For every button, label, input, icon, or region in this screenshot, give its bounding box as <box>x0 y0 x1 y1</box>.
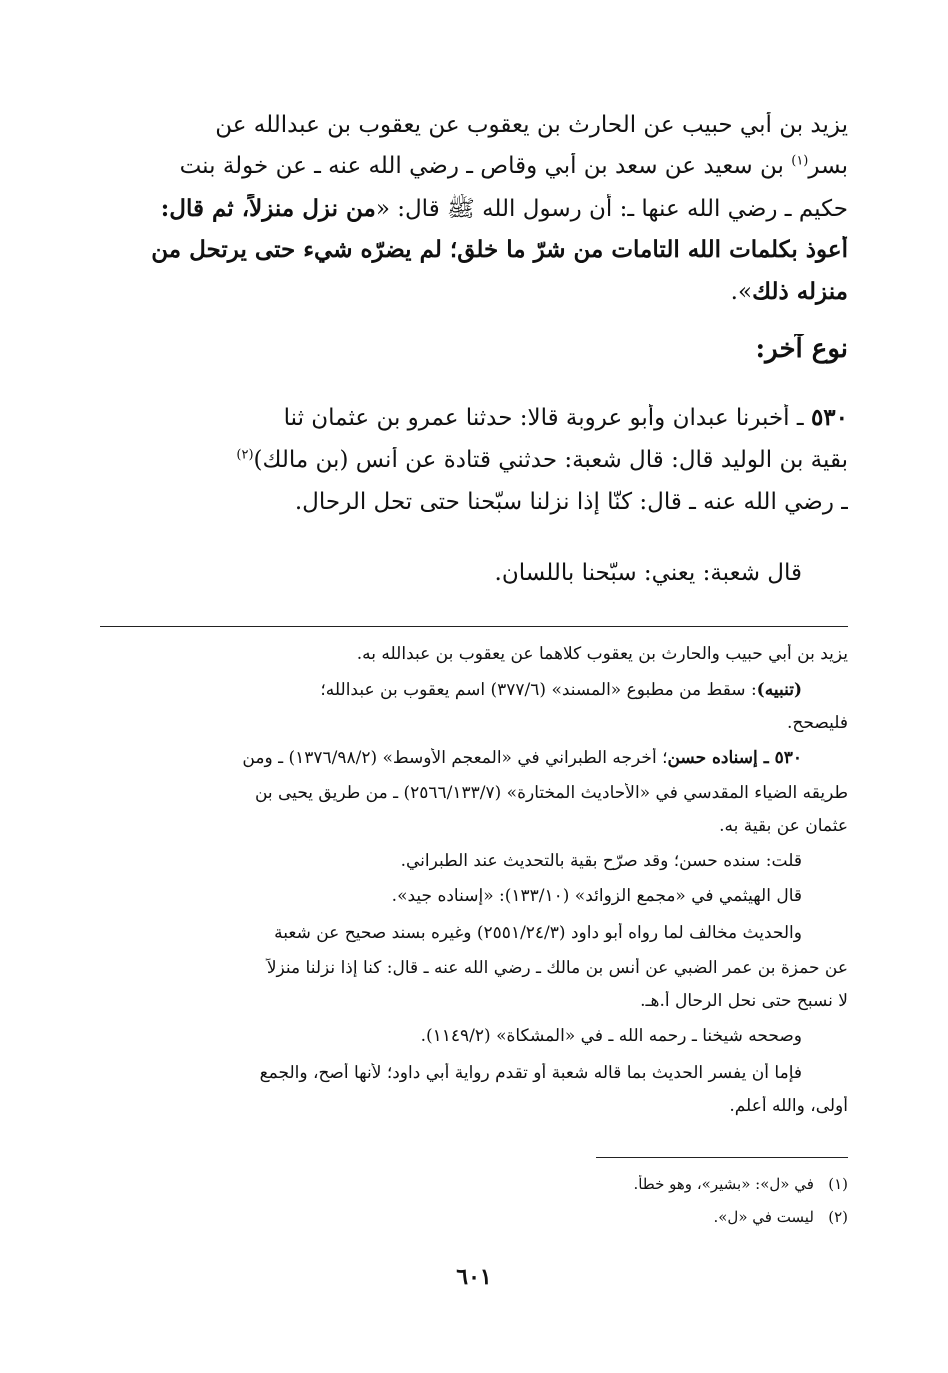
main-text-line <box>100 447 848 473</box>
note-line <box>100 958 848 978</box>
note-line <box>100 713 848 733</box>
note-number: ٥٣٠ <box>774 748 802 768</box>
note-line <box>100 1096 848 1116</box>
main-text: قال شعبة: يعني: سبّحنا باللسان. <box>494 560 802 586</box>
note-line <box>100 1026 848 1046</box>
note-line <box>100 923 848 943</box>
main-text: حكيم ـ رضي الله عنها ـ: أن رسول الله ﷺ قال: « <box>375 196 848 222</box>
main-text: يزيد بن أبي حبيب عن الحارث بن يعقوب عن يعقوب بن عبدالله عن <box>215 112 848 138</box>
main-text-line <box>100 489 848 515</box>
note-text: عثمان عن بقية به. <box>719 816 848 836</box>
hadith-text-bold: منزله ذلك <box>752 278 848 305</box>
note-text: : سقط من مطبوع «المسند» (٣٧٧/٦) اسم يعقوب بن عبدالله؛ <box>320 680 757 700</box>
note-line <box>100 991 848 1011</box>
note-text: يزيد بن أبي حبيب والحارث بن يعقوب كلاهما عن يعقوب بن عبدالله به. <box>356 644 848 664</box>
note-text: ؛ أخرجه الطبراني في «المعجم الأوسط» (١٣٧٦/٩٨/٢) ـ ومن <box>242 748 668 768</box>
section-heading: نوع آخر: <box>755 334 848 364</box>
note-text: أولى، والله أعلم. <box>729 1096 848 1116</box>
note-text: طريقه الضياء المقدسي في «الأحاديث المختارة» (٢٥٦٦/١٣٣/٧) ـ من طريق يحيى بن <box>254 783 848 803</box>
hadith-number: ٥٣٠ <box>810 404 848 431</box>
footnote-text: ليست في «ل». <box>713 1208 814 1226</box>
main-text-line <box>100 112 848 138</box>
footnote-number: (١) <box>828 1175 848 1193</box>
note-text: فإما أن يفسر الحديث بما قاله شعبة أو تقدم رواية أبي داود؛ لأنها أصح، والجمع <box>259 1063 802 1083</box>
hadith-text-bold: أعوذ بكلمات الله التامات من شرّ ما خلق؛ لم يضرّه شيء حتى يرتحل من <box>151 236 848 263</box>
footnote-ref: (١) <box>791 153 809 169</box>
note-line <box>100 851 848 871</box>
main-text-line <box>100 153 848 179</box>
note-label: ـ إسناده حسن <box>667 748 775 768</box>
note-line <box>100 816 848 836</box>
note-text: قال الهيثمي في «مجمع الزوائد» (١٣٣/١٠): «إسناده جيد». <box>391 886 802 906</box>
footnotes-separator <box>596 1157 848 1158</box>
note-label: (تنبيه) <box>756 680 802 700</box>
main-text: بسر <box>808 153 848 179</box>
main-text-line <box>100 560 848 586</box>
main-text: بن سعيد عن سعد بن أبي وقاص ـ رضي الله عنه ـ عن خولة بنت <box>179 153 792 179</box>
footnote-number: (٢) <box>828 1208 848 1226</box>
main-text: ـ رضي الله عنه ـ قال: كنّا إذا نزلنا سبّحنا حتى تحل الرحال. <box>294 489 848 515</box>
main-text-line <box>100 194 848 228</box>
note-line <box>100 644 848 664</box>
footnote <box>100 1208 848 1226</box>
note-line <box>100 886 848 906</box>
main-text: بقية بن الوليد قال: قال شعبة: حدثني قتادة عن أنس (بن مالك) <box>253 447 848 473</box>
note-line <box>100 680 848 700</box>
note-line <box>100 783 848 803</box>
footnote-text: في «ل»: «بشير»، وهو خطأ. <box>633 1175 814 1193</box>
note-line <box>100 1063 848 1083</box>
main-text-line <box>100 236 848 263</box>
main-text-line <box>100 404 848 431</box>
note-text: لا نسبح حتى نحل الرحال أ.هـ. <box>640 991 848 1011</box>
page-number: ٦٠١ <box>456 1264 492 1290</box>
note-text: عن حمزة بن عمر الضبي عن أنس بن مالك ـ رضي الله عنه ـ قال: كنا إذا نزلنا منزلاً <box>266 958 848 978</box>
main-text: ». <box>730 279 753 305</box>
note-line <box>100 748 848 768</box>
hadith-text-bold: من نزل منزلاً، ثم قال: <box>160 195 376 222</box>
notes-separator <box>100 626 848 627</box>
note-text: قلت: سنده حسن؛ وقد صرّح بقية بالتحديث عند الطبراني. <box>400 851 802 871</box>
main-text-line <box>100 278 848 305</box>
note-text: والحديث مخالف لما رواه أبو داود (٢٥٥١/٢٤/٣) وغيره بسند صحيح عن شعبة <box>274 923 802 943</box>
note-text: وصححه شيخنا ـ رحمه الله ـ في «المشكاة» (١١٤٩/٢). <box>420 1026 802 1046</box>
main-text: ـ أخبرنا عبدان وأبو عروبة قالا: حدثنا عمرو بن عثمان ثنا <box>283 405 811 431</box>
footnote-ref: (٢) <box>236 447 254 463</box>
footnote <box>100 1175 848 1193</box>
note-text: فليصحح. <box>787 713 848 733</box>
